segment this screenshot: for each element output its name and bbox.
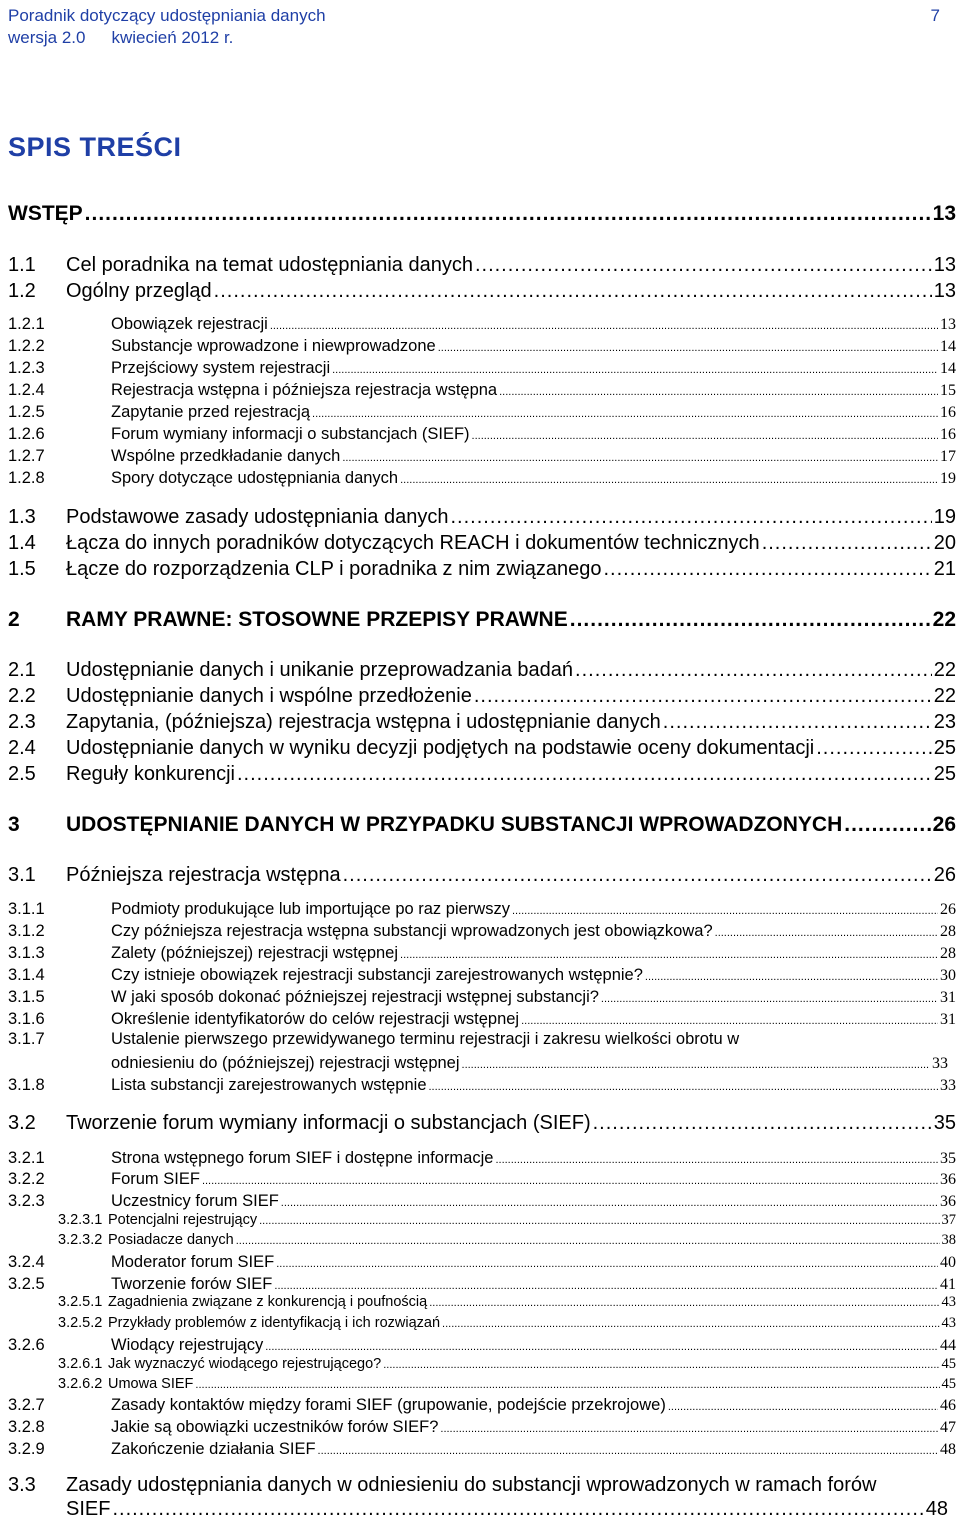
toc-leader-dots	[112, 1498, 923, 1521]
toc-entry[interactable]	[58, 1356, 956, 1373]
toc-entry-line2[interactable]	[111, 1054, 948, 1073]
toc-entry-page: 13	[940, 316, 956, 333]
toc-entry[interactable]	[8, 922, 956, 941]
toc-leader-dots	[270, 320, 938, 332]
toc-entry-number: 3.2.9	[8, 1440, 45, 1458]
toc-leader-dots	[195, 1379, 939, 1391]
toc-entry-number: 3.2.5	[8, 1275, 45, 1293]
toc-entry-text: Strona wstępnego forum SIEF i dostępne informacje	[111, 1149, 494, 1167]
toc-entry-page: 22	[933, 685, 956, 707]
toc-entry-text: Lista substancji zarejestrowanych wstępnie	[111, 1076, 427, 1094]
toc-entry-number: 3.1.7	[8, 1030, 45, 1048]
toc-entry-number: 3.1.5	[8, 988, 45, 1006]
toc-entry[interactable]	[8, 337, 956, 356]
toc-leader-dots	[202, 1175, 938, 1187]
toc-entry-page: 37	[941, 1212, 956, 1228]
toc-entry[interactable]	[8, 359, 956, 378]
toc-entry-number: 3.2.6	[8, 1336, 45, 1354]
toc-entry-text: Podstawowe zasady udostępniania danych	[66, 506, 449, 528]
toc-entry-number: 1.5	[8, 558, 36, 580]
toc-entry-text: Forum SIEF	[111, 1170, 200, 1188]
toc-entry-number: 3.2.4	[8, 1253, 45, 1271]
page-header	[8, 5, 940, 49]
toc-leader-dots	[663, 711, 932, 734]
toc-entry-page: 41	[940, 1276, 956, 1293]
toc-entry-text: Rejestracja wstępna i późniejsza rejestracja wstępna	[111, 381, 498, 399]
toc-entry-page: 22	[933, 659, 956, 681]
toc-entry[interactable]	[8, 659, 956, 682]
toc-entry-number: 3.1.3	[8, 944, 45, 962]
toc-entry-text: Reguły konkurencji	[66, 763, 235, 785]
header-date: kwiecień 2012 r.	[111, 28, 234, 47]
toc-entry-text-cont: SIEF	[66, 1498, 111, 1520]
toc-entry-text: Umowa SIEF	[108, 1376, 194, 1392]
toc-entry-page: 35	[940, 1150, 956, 1167]
toc-entry-page: 23	[933, 711, 956, 733]
toc-entry-text-cont: odniesieniu do (późniejszej) rejestracji wstępnej	[111, 1054, 460, 1072]
toc-entry-number: 2.4	[8, 737, 36, 759]
toc-entry-page: 28	[940, 945, 956, 962]
toc-entry-text: Określenie identyfikatorów do celów rejestracji wstępnej	[111, 1010, 520, 1028]
toc-entry-text: W jaki sposób dokonać późniejszej rejestracji wstępnej substancji?	[111, 988, 599, 1006]
toc-entry[interactable]	[8, 813, 956, 837]
toc-entry[interactable]	[8, 966, 956, 985]
toc-entry-page: 43	[941, 1315, 956, 1331]
toc-entry-page: 28	[940, 923, 956, 940]
toc-entry-number: 1.1	[8, 254, 36, 276]
toc-entry[interactable]	[8, 558, 956, 581]
toc-entry-page: 25	[933, 737, 956, 759]
toc-entry-number: 2.2	[8, 685, 36, 707]
toc-leader-dots	[383, 1359, 939, 1371]
toc-entry-text: Łącza do innych poradników dotyczących REACH i dokumentów technicznych	[66, 532, 760, 554]
toc-leader-dots	[645, 971, 938, 983]
toc-entry-text: Zapytania, (późniejsza) rejestracja wstępna i udostępnianie danych	[66, 711, 661, 733]
toc-entry-page: 45	[941, 1356, 956, 1372]
toc-entry[interactable]	[8, 1253, 956, 1272]
toc-entry-text: Zalety (późniejszej) rejestracji wstępnej	[111, 944, 399, 962]
toc-entry-page: 19	[940, 470, 956, 487]
toc-entry-text: Jakie są obowiązki uczestników forów SIEF?	[111, 1418, 439, 1436]
toc-entry-page: 16	[940, 404, 956, 421]
toc-entry[interactable]	[8, 202, 956, 226]
toc-entry[interactable]	[8, 280, 956, 303]
toc-entry-number: 1.3	[8, 506, 36, 528]
toc-entry-page: 14	[940, 360, 956, 377]
toc-leader-dots	[450, 506, 931, 529]
toc-leader-dots	[462, 1059, 930, 1071]
toc-entry[interactable]	[8, 944, 956, 963]
toc-entry-number: 1.4	[8, 532, 36, 554]
toc-leader-dots	[265, 1341, 938, 1353]
toc-entry-number: 3.1.6	[8, 1010, 45, 1028]
toc-leader-dots	[442, 1318, 939, 1330]
toc-entry[interactable]	[8, 864, 956, 887]
toc-entry[interactable]	[8, 381, 956, 400]
toc-entry-number: 2.5	[8, 763, 36, 785]
toc-entry-page: 30	[940, 967, 956, 984]
toc-leader-dots	[570, 608, 931, 632]
toc-entry-number: 1.2.5	[8, 403, 45, 421]
header-doc-title: Poradnik dotyczący udostępniania danych	[8, 6, 326, 25]
toc-entry-text: Udostępnianie danych i wspólne przedłożenie	[66, 685, 472, 707]
header-page-number: 7	[930, 6, 940, 25]
toc-entry-number: 3.2.3.1	[58, 1212, 103, 1228]
toc-entry-number: 1.2.7	[8, 447, 45, 465]
toc-entry-text: Udostępnianie danych w wyniku decyzji podjętych na podstawie oceny dokumentacji	[66, 737, 815, 759]
toc-entry-line1[interactable]	[8, 1030, 958, 1049]
toc-entry[interactable]	[8, 711, 956, 734]
toc-entry-number: 3.1	[8, 864, 36, 886]
toc-leader-dots	[575, 659, 932, 682]
toc-entry-line2[interactable]	[66, 1498, 948, 1521]
toc-entry-text: Ogólny przegląd	[66, 280, 212, 302]
toc-entry-text: WSTĘP	[8, 202, 83, 225]
toc-entry[interactable]	[58, 1212, 956, 1229]
toc-entry-text: Udostępnianie danych i unikanie przeprowadzania badań	[66, 659, 574, 681]
toc-entry-page: 25	[933, 763, 956, 785]
toc-entry-page: 48	[940, 1441, 956, 1458]
toc-entry[interactable]	[8, 1112, 956, 1135]
toc-entry-page: 26	[933, 864, 956, 886]
toc-entry-number: 3.2.6.1	[58, 1356, 103, 1372]
toc-entry-page: 36	[940, 1171, 956, 1188]
toc-leader-dots	[668, 1401, 938, 1413]
toc-entry-text: Ustalenie pierwszego przewidywanego terminu rejestracji i zakresu wielkości obrotu w	[111, 1030, 740, 1048]
toc-entry[interactable]	[8, 447, 956, 466]
toc-entry-number: 1.2.1	[8, 315, 45, 333]
toc-entry-page: 14	[940, 338, 956, 355]
toc-leader-dots	[343, 864, 932, 887]
toc-entry-page: 35	[933, 1112, 956, 1134]
toc-entry-number: 3.2.2	[8, 1170, 45, 1188]
toc-leader-dots	[312, 408, 938, 420]
toc-entry-page: 13	[933, 280, 956, 302]
toc-entry-line1[interactable]	[8, 1474, 958, 1497]
toc-title: SPIS TREŚCI	[8, 132, 182, 162]
toc-leader-dots	[474, 685, 932, 708]
toc-entry-number: 3.1.8	[8, 1076, 45, 1094]
toc-entry-number: 3.1.2	[8, 922, 45, 940]
toc-entry-page: 47	[940, 1419, 956, 1436]
toc-entry-text: Substancje wprowadzone i niewprowadzone	[111, 337, 436, 355]
toc-entry[interactable]	[58, 1376, 956, 1393]
toc-entry-page: 20	[933, 532, 956, 554]
toc-entry-number: 1.2.2	[8, 337, 45, 355]
toc-entry-text: Tworzenie forum wymiany informacji o substancjach (SIEF)	[66, 1112, 591, 1134]
toc-entry-page: 22	[932, 608, 956, 631]
toc-entry-number: 1.2.4	[8, 381, 45, 399]
toc-entry[interactable]	[8, 403, 956, 422]
toc-entry-text: Zasady udostępniania danych w odniesieniu do substancji wprowadzonych w ramach forów	[66, 1474, 877, 1496]
toc-leader-dots	[438, 342, 938, 354]
toc-leader-dots	[593, 1112, 932, 1135]
toc-leader-dots	[400, 949, 938, 961]
toc-leader-dots	[715, 927, 938, 939]
toc-entry-number: 2.3	[8, 711, 36, 733]
toc-entry[interactable]	[8, 254, 956, 277]
toc-entry-text: Cel poradnika na temat udostępniania danych	[66, 254, 473, 276]
toc-leader-dots	[276, 1258, 938, 1270]
toc-entry-page: 40	[940, 1254, 956, 1271]
toc-entry-text: Uczestnicy forum SIEF	[111, 1192, 279, 1210]
toc-entry-number: 1.2.8	[8, 469, 45, 487]
toc-entry-page: 44	[940, 1337, 956, 1354]
toc-entry-page: 16	[940, 426, 956, 443]
toc-entry-number: 3.2.8	[8, 1418, 45, 1436]
toc-entry-page: 45	[941, 1376, 956, 1392]
toc-entry-page: 48	[925, 1498, 948, 1520]
toc-entry-page: 43	[941, 1294, 956, 1310]
toc-entry-number: 3.2.3.2	[58, 1232, 103, 1248]
toc-entry[interactable]	[8, 1275, 956, 1294]
toc-entry-text: Wiodący rejestrujący	[111, 1336, 264, 1354]
toc-entry-number: 3.1.1	[8, 900, 45, 918]
toc-entry-page: 33	[932, 1055, 948, 1072]
toc-entry-number: 3.2.1	[8, 1149, 45, 1167]
toc-entry[interactable]	[8, 608, 956, 632]
toc-entry-page: 13	[932, 202, 956, 225]
toc-entry-number: 3.2.3	[8, 1192, 45, 1210]
toc-leader-dots	[85, 202, 931, 226]
toc-entry-number: 3.2.6.2	[58, 1376, 103, 1392]
toc-entry-text: Posiadacze danych	[108, 1232, 234, 1248]
toc-leader-dots	[318, 1445, 938, 1457]
toc-entry-text: Zasady kontaktów między forami SIEF (grupowanie, podejście przekrojowe)	[111, 1396, 666, 1414]
toc-leader-dots	[400, 474, 938, 486]
toc-entry[interactable]	[8, 469, 956, 488]
toc-entry[interactable]	[8, 1170, 956, 1189]
toc-entry[interactable]	[8, 1192, 956, 1211]
toc-entry[interactable]	[58, 1315, 956, 1332]
toc-entry-text: Czy późniejsza rejestracja wstępna substancji wprowadzonych jest obowiązkowa?	[111, 922, 713, 940]
toc-entry-text: Jak wyznaczyć wiodącego rejestrującego?	[108, 1356, 382, 1372]
toc-entry[interactable]	[8, 425, 956, 444]
toc-leader-dots	[521, 1015, 938, 1027]
toc-entry-text: Obowiązek rejestracji	[111, 315, 268, 333]
toc-entry[interactable]	[8, 1010, 956, 1029]
toc-entry-text: Moderator forum SIEF	[111, 1253, 275, 1271]
toc-leader-dots	[499, 386, 938, 398]
toc-entry-number: 3.2.5.2	[58, 1315, 103, 1331]
toc-entry-page: 36	[940, 1193, 956, 1210]
toc-entry[interactable]	[8, 1396, 956, 1415]
toc-leader-dots	[512, 905, 938, 917]
toc-entry-page: 21	[933, 558, 956, 580]
toc-entry-page: 31	[940, 1011, 956, 1028]
toc-entry-page: 13	[933, 254, 956, 276]
toc-entry[interactable]	[8, 506, 956, 529]
toc-entry-number: 3.2	[8, 1112, 36, 1134]
toc-entry-text: Przykłady problemów z identyfikacją i ich rozwiązań	[108, 1315, 441, 1331]
toc-leader-dots	[429, 1297, 939, 1309]
toc-leader-dots	[236, 1235, 940, 1247]
header-version: wersja 2.0	[8, 28, 86, 47]
toc-entry-text: Spory dotyczące udostępniania danych	[111, 469, 399, 487]
toc-leader-dots	[237, 763, 932, 786]
toc-leader-dots	[429, 1081, 939, 1093]
toc-entry[interactable]	[8, 900, 956, 919]
toc-entry-page: 46	[940, 1397, 956, 1414]
toc-leader-dots	[440, 1423, 938, 1435]
toc-entry-text: Podmioty produkujące lub importujące po raz pierwszy	[111, 900, 510, 918]
toc-entry-text: Zapytanie przed rejestracją	[111, 403, 311, 421]
toc-entry-text: Forum wymiany informacji o substancjach (SIEF)	[111, 425, 470, 443]
toc-leader-dots	[472, 430, 938, 442]
toc-entry-text: Czy istnieje obowiązek rejestracji substancji zarejestrowanych wstępnie?	[111, 966, 643, 984]
toc-entry-text: Zagadnienia związane z konkurencją i poufnością	[108, 1294, 428, 1310]
toc-entry-text: UDOSTĘPNIANIE DANYCH W PRZYPADKU SUBSTANCJI WPROWADZONYCH	[66, 813, 843, 836]
toc-entry-number: 3	[8, 813, 20, 836]
toc-entry[interactable]	[8, 685, 956, 708]
toc-entry[interactable]	[8, 1149, 956, 1168]
toc-entry-text: RAMY PRAWNE: STOSOWNE PRZEPISY PRAWNE	[66, 608, 568, 631]
toc-entry-page: 31	[940, 989, 956, 1006]
toc-entry-text: Wspólne przedkładanie danych	[111, 447, 341, 465]
toc-entry-page: 17	[940, 448, 956, 465]
toc-entry[interactable]	[58, 1294, 956, 1311]
toc-leader-dots	[475, 254, 932, 277]
toc-leader-dots	[274, 1280, 938, 1292]
toc-entry-text: Potencjalni rejestrujący	[108, 1212, 258, 1228]
toc-entry-page: 15	[940, 382, 956, 399]
toc-leader-dots	[495, 1154, 938, 1166]
toc-entry-page: 19	[933, 506, 956, 528]
toc-leader-dots	[604, 558, 932, 581]
toc-entry-text: Tworzenie forów SIEF	[111, 1275, 273, 1293]
toc-entry-text: Przejściowy system rejestracji	[111, 359, 331, 377]
toc-leader-dots	[281, 1197, 938, 1209]
toc-leader-dots	[762, 532, 932, 555]
toc-entry-page: 26	[932, 813, 956, 836]
toc-leader-dots	[601, 993, 938, 1005]
toc-entry-text: Łącze do rozporządzenia CLP i poradnika z nim związanego	[66, 558, 602, 580]
toc-entry[interactable]	[8, 1076, 956, 1095]
toc-entry[interactable]	[8, 1336, 956, 1355]
toc-entry[interactable]	[8, 988, 956, 1007]
toc-leader-dots	[816, 737, 932, 760]
toc-entry[interactable]	[8, 532, 956, 555]
toc-entry-number: 1.2	[8, 280, 36, 302]
toc-entry-page: 26	[940, 901, 956, 918]
toc-entry-number: 3.1.4	[8, 966, 45, 984]
toc-leader-dots	[259, 1215, 939, 1227]
toc-entry[interactable]	[8, 737, 956, 760]
toc-entry[interactable]	[58, 1232, 956, 1249]
toc-entry-number: 3.3	[8, 1474, 36, 1496]
toc-leader-dots	[844, 813, 930, 837]
toc-entry-number: 2.1	[8, 659, 36, 681]
toc-entry-number: 3.2.7	[8, 1396, 45, 1414]
toc-entry[interactable]	[8, 315, 956, 334]
toc-entry[interactable]	[8, 763, 956, 786]
toc-leader-dots	[332, 364, 938, 376]
toc-entry-number: 2	[8, 608, 20, 631]
toc-entry-number: 1.2.3	[8, 359, 45, 377]
toc-entry-text: Późniejsza rejestracja wstępna	[66, 864, 341, 886]
toc-entry-number: 1.2.6	[8, 425, 45, 443]
toc-entry-number: 3.2.5.1	[58, 1294, 103, 1310]
toc-entry-text: Zakończenie działania SIEF	[111, 1440, 316, 1458]
toc-entry-page: 38	[941, 1232, 956, 1248]
toc-entry[interactable]	[8, 1418, 956, 1437]
toc-leader-dots	[214, 280, 932, 303]
toc-entry-page: 33	[940, 1077, 956, 1094]
toc-entry[interactable]	[8, 1440, 956, 1459]
toc-leader-dots	[342, 452, 938, 464]
